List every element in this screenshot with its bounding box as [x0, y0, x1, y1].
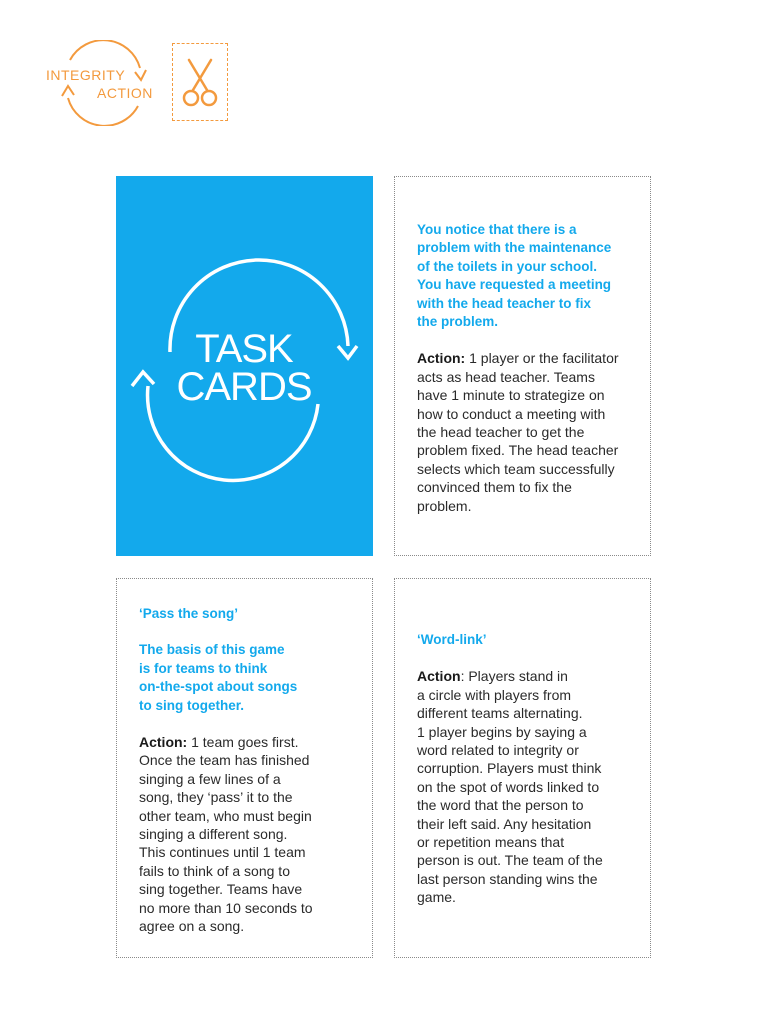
card-action: [417, 349, 636, 515]
task-cards-cover: [116, 176, 373, 556]
action-label: Action: [417, 668, 461, 685]
logo-line-1: INTEGRITY: [46, 67, 126, 83]
card-action: [417, 667, 636, 906]
integrity-action-logo: [40, 40, 165, 126]
task-card-pass-the-song: [116, 578, 373, 958]
card-heading: You notice that there is a problem with the maintenance of the toilets in your school. You have requested a meeting with the head teacher to fix the problem.: [417, 222, 612, 330]
card-heading: The basis of this game is for teams to think on-the-spot about songs to sing together.: [139, 642, 298, 713]
logo-arrows-icon: [40, 40, 165, 126]
scissors-box: [172, 43, 228, 121]
action-label: Action:: [139, 734, 188, 751]
action-text: : Players stand in a circle with players from different teams alternating. 1 player begins by saying a word related to integrity or corruption. Players must think on the spot of words linked to the word that the person to their left said. Any hesitation or repetition means that person is out. The team of the last person standing wins the game.: [417, 668, 603, 906]
cover-title-line-2: CARDS: [176, 365, 312, 409]
action-label: Action:: [417, 350, 466, 367]
action-text: 1 team goes first. Once the team has finished singing a few lines of a song, they ‘pass’ it to the other team, who must begin singing a different song. This continues until 1 team fails to think of a song to sing together. Teams have no more than 10 seconds to agree on a song.: [139, 734, 313, 935]
cover-title-line-1: TASK: [195, 327, 293, 371]
scissors-icon: [181, 58, 219, 108]
task-card-toilets: [394, 176, 651, 556]
card-action: [139, 733, 358, 935]
task-card-word-link: [394, 578, 651, 958]
card-title: ‘Word-link’: [417, 632, 487, 647]
card-title: ‘Pass the song’: [139, 606, 239, 621]
logo-line-2: ACTION: [97, 85, 153, 101]
action-text: 1 player or the facilitator acts as head teacher. Teams have 1 minute to strategize on how to conduct a meeting with the head teacher to get the problem fixed. The head teacher selects which team successfully convinced them to fix the problem.: [417, 350, 619, 514]
